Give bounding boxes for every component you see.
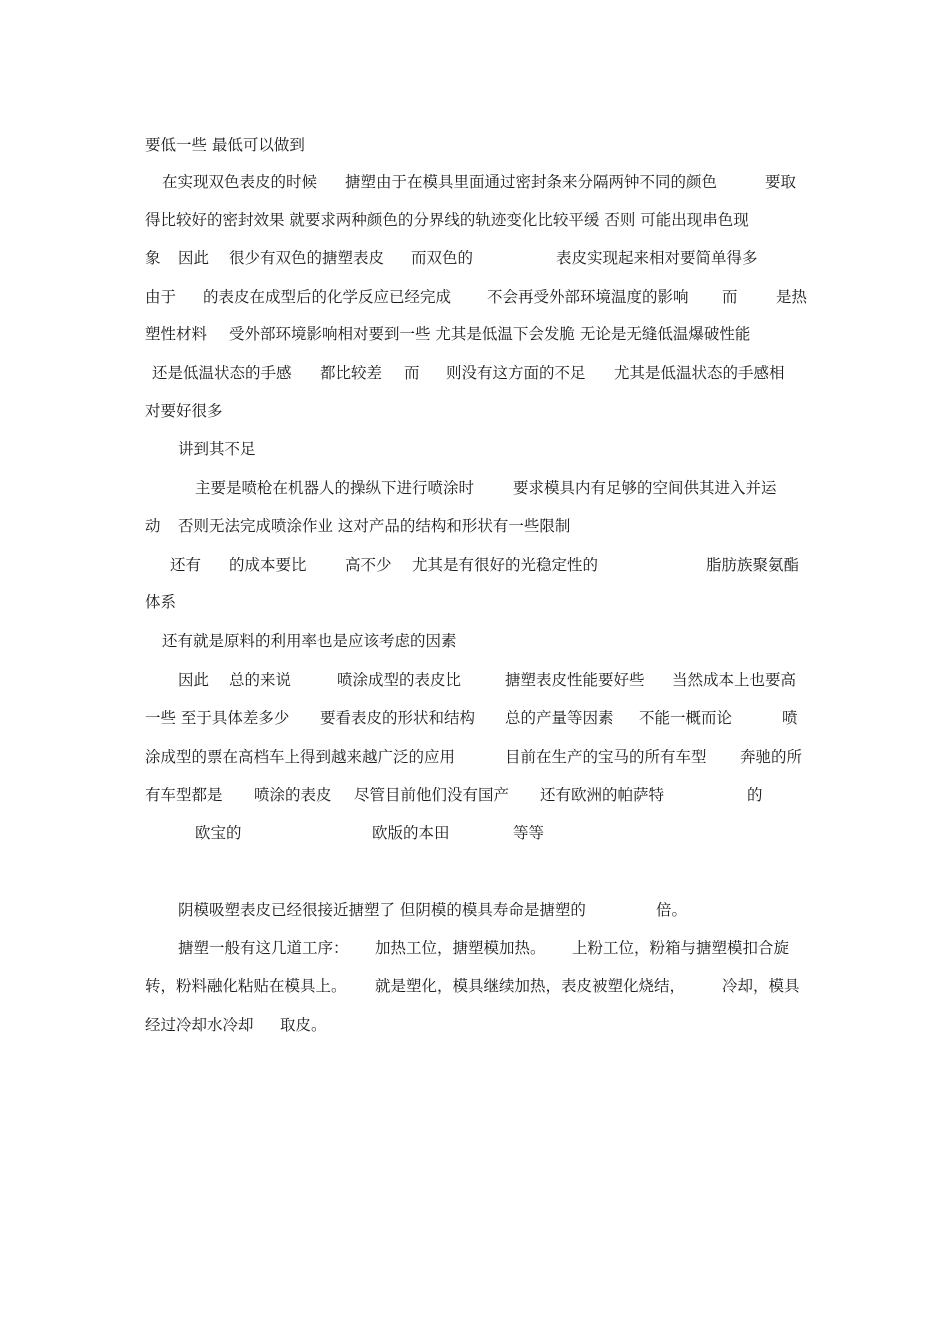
text-line (0, 783, 950, 807)
text-segment: 经过冷却水冷却 (145, 1016, 254, 1034)
text-segment: 喷 (782, 709, 798, 727)
text-segment: 在实现双色表皮的时候 (162, 173, 318, 191)
text-line (0, 1013, 950, 1037)
text-line (0, 361, 950, 385)
text-segment: 则没有这方面的不足 (446, 364, 586, 382)
text-segment: 转，粉料融化粘贴在模具上。 (145, 977, 347, 995)
text-segment: 的成本要比 (229, 556, 307, 574)
text-segment: 脂肪族聚氨酯 (706, 556, 800, 574)
text-line (0, 629, 950, 653)
text-segment: 总的产量等因素 (505, 709, 614, 727)
text-segment: 而 (722, 288, 738, 306)
text-segment: 要求模具内有足够的空间供其进入并运 (513, 479, 777, 497)
text-segment: 受外部环境影响相对要到一些 尤其是低温下会发脆 无论是无缝低温爆破性能 (229, 325, 751, 343)
text-segment: 尽管目前他们没有国产 (354, 786, 510, 804)
text-segment: 要低一些 最低可以做到 (145, 136, 305, 154)
text-segment: 要取 (765, 173, 797, 191)
text-line (0, 399, 950, 423)
text-line (0, 974, 950, 998)
text-line (0, 821, 950, 845)
text-segment: 有车型都是 (145, 786, 223, 804)
text-segment: 动 (145, 517, 161, 535)
text-segment: 欧宝的 (195, 824, 242, 842)
text-segment: 还是低温状态的手感 (152, 364, 292, 382)
text-segment: 一些 至于具体差多少 (145, 709, 290, 727)
text-segment: 喷涂的表皮 (254, 786, 332, 804)
text-segment: 是热 (776, 288, 808, 306)
text-segment: 冷却，模具 (722, 977, 800, 995)
text-segment: 得比较好的密封效果 就要求两种颜色的分界线的轨迹变化比较平缓 否则 可能出现串色现 (145, 211, 749, 229)
text-segment: 就是塑化，模具继续加热，表皮被塑化烧结， (375, 977, 686, 995)
text-segment: 搪塑由于在模具里面通过密封条来分隔两钟不同的颜色 (345, 173, 718, 191)
text-line (0, 285, 950, 309)
text-segment: 而 (404, 364, 420, 382)
text-segment: 还有 (170, 556, 202, 574)
text-segment: 主要是喷枪在机器人的操纵下进行喷涂时 (195, 479, 475, 497)
text-segment: 讲到其不足 (178, 440, 256, 458)
text-segment: 不能一概而论 (639, 709, 733, 727)
text-segment: 的表皮在成型后的化学反应已经完成 (203, 288, 452, 306)
text-segment: 象 (145, 249, 161, 267)
text-segment: 涂成型的票在高档车上得到越来越广泛的应用 (145, 748, 456, 766)
text-line (0, 246, 950, 270)
text-line (0, 322, 950, 346)
text-segment: 否则无法完成喷涂作业 这对产品的结构和形状有一些限制 (178, 517, 571, 535)
text-segment: 不会再受外部环境温度的影响 (487, 288, 689, 306)
text-segment: 都比较差 (320, 364, 383, 382)
text-segment: 奔驰的所 (740, 748, 803, 766)
text-segment: 倍。 (656, 901, 688, 919)
text-segment: 的 (747, 786, 763, 804)
text-line (0, 668, 950, 692)
text-segment: 总的来说 (229, 671, 292, 689)
text-segment: 还有就是原料的利用率也是应该考虑的因素 (162, 632, 457, 650)
text-segment: 尤其是低温状态的手感相 (614, 364, 785, 382)
text-segment: 等等 (513, 824, 545, 842)
text-segment: 搪塑表皮性能要好些 (505, 671, 645, 689)
text-segment: 高不少 (345, 556, 392, 574)
text-line (0, 706, 950, 730)
text-line (0, 208, 950, 232)
text-segment: 对要好很多 (145, 402, 223, 420)
text-line (0, 476, 950, 500)
text-segment: 尤其是有很好的光稳定性的 (412, 556, 599, 574)
text-line (0, 514, 950, 538)
text-line (0, 170, 950, 194)
text-line (0, 898, 950, 922)
text-line (0, 133, 950, 157)
text-line (0, 437, 950, 461)
text-segment: 取皮。 (280, 1016, 327, 1034)
text-segment: 目前在生产的宝马的所有车型 (505, 748, 707, 766)
text-segment: 因此 (178, 671, 210, 689)
text-segment: 表皮实现起来相对要简单得多 (556, 249, 758, 267)
text-segment: 阴模吸塑表皮已经很接近搪塑了 但阴模的模具寿命是搪塑的 (178, 901, 586, 919)
text-segment: 要看表皮的形状和结构 (320, 709, 476, 727)
text-line (0, 745, 950, 769)
text-segment: 塑性材料 (145, 325, 208, 343)
text-line (0, 553, 950, 577)
text-segment: 而双色的 (411, 249, 474, 267)
text-segment: 喷涂成型的表皮比 (337, 671, 462, 689)
text-line (0, 936, 950, 960)
text-segment: 体系 (145, 593, 177, 611)
text-segment: 很少有双色的搪塑表皮 (229, 249, 385, 267)
text-segment: 上粉工位，粉箱与搪塑模扣合旋 (572, 939, 790, 957)
text-line (0, 590, 950, 614)
text-segment: 当然成本上也要高 (672, 671, 797, 689)
text-segment: 加热工位，搪塑模加热。 (375, 939, 546, 957)
text-segment: 还有欧洲的帕萨特 (540, 786, 665, 804)
text-segment: 因此 (178, 249, 210, 267)
text-segment: 搪塑一般有这几道工序： (178, 939, 349, 957)
text-segment: 欧版的本田 (372, 824, 450, 842)
text-segment: 由于 (145, 288, 177, 306)
